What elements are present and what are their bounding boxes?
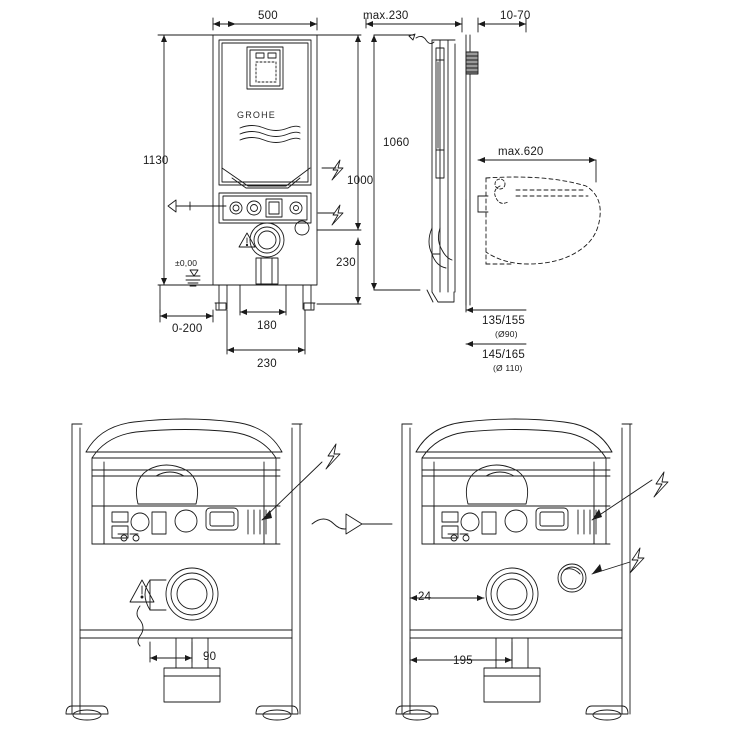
dimension-24: 24 (418, 591, 432, 603)
dimension-1130: 1130 (143, 155, 169, 167)
datum-zero-label: ±0,00 (175, 258, 198, 268)
dimension-135-155: 135/155 (482, 315, 525, 327)
dimension-180: 180 (257, 320, 277, 332)
dimension-diameter-90: (Ø90) (495, 329, 518, 339)
dimension-max-230: max.230 (363, 10, 409, 22)
dimension-diameter-110: (Ø 110) (493, 363, 523, 373)
grohe-logo: GROHE (237, 110, 277, 120)
dimension-195: 195 (453, 655, 473, 667)
dimension-230-side: 230 (336, 257, 356, 269)
dimension-500: 500 (258, 10, 278, 22)
dimension-0-200: 0-200 (172, 323, 203, 335)
dimension-230-bottom: 230 (257, 358, 277, 370)
dimension-1060: 1060 (383, 137, 410, 149)
dimension-10-70: 10-70 (500, 10, 531, 22)
dimension-90: 90 (203, 651, 217, 663)
dimension-145-165: 145/165 (482, 349, 525, 361)
dimension-1000: 1000 (347, 175, 374, 187)
dimension-max-620: max.620 (498, 146, 544, 158)
